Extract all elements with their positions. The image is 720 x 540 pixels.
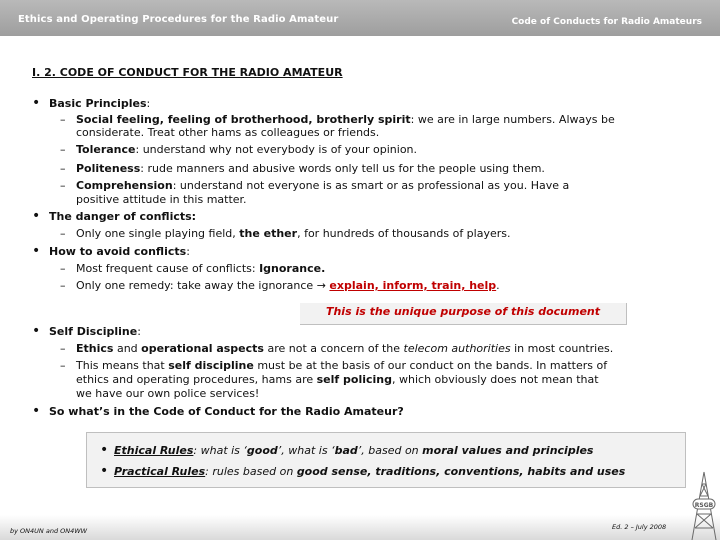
- social-feeling-line-2: considerate. Treat other hams as colleagues or friends.: [76, 126, 380, 139]
- comprehension-line: Comprehension: understand not everyone is as smart or as professional as you. Have a: [76, 179, 570, 192]
- ethical-rules-line: Ethical Rules: what is ‘good’, what is ‘bad’, based on moral values and principles: [114, 444, 594, 457]
- practical-rules-line: Practical Rules: rules based on good sense, traditions, conventions, habits and uses: [114, 465, 626, 478]
- self-line-1: Ethics and operational aspects are not a concern of the telecom authorities in most countries.: [76, 342, 614, 355]
- rsgb-logo-text: RSGB: [694, 502, 714, 509]
- basic-principles-heading: Basic Principles:: [49, 97, 151, 110]
- social-feeling-line: Social feeling, feeling of brotherhood, brotherly spirit: we are in large numbers. Always be: [76, 113, 615, 126]
- footer-edition: Ed. 2 – July 2008: [612, 523, 667, 531]
- dash-icon: –: [60, 342, 66, 355]
- self-line-2: This means that self discipline must be at the basis of our conduct on the bands. In matters of: [76, 359, 608, 372]
- avoid-heading: How to avoid conflicts:: [49, 245, 190, 258]
- bullet-icon: •: [32, 208, 41, 224]
- footer-authors: by ON4UN and ON4WW: [10, 527, 88, 535]
- politeness-line: Politeness: rude manners and abusive words only tell us for the people using them.: [76, 162, 545, 175]
- section-title: I. 2. CODE OF CONDUCT FOR THE RADIO AMATEUR: [32, 66, 343, 79]
- dash-icon: –: [60, 113, 66, 126]
- self-discipline-heading: Self Discipline:: [49, 325, 141, 338]
- bullet-icon: •: [100, 442, 109, 458]
- remedy-line: Only one remedy: take away the ignorance → explain, inform, train, help.: [76, 279, 500, 292]
- self-line-4: we have our own police services!: [76, 387, 260, 400]
- dash-icon: –: [60, 262, 66, 275]
- header-right-title: Code of Conducts for Radio Amateurs: [511, 17, 702, 27]
- dash-icon: –: [60, 179, 66, 192]
- dash-icon: –: [60, 227, 66, 240]
- cause-line: Most frequent cause of conflicts: Ignorance.: [76, 262, 326, 275]
- comprehension-line-2: positive attitude in this matter.: [76, 193, 247, 206]
- bullet-icon: •: [100, 463, 109, 479]
- rules-box: [86, 432, 686, 488]
- header-left-title: Ethics and Operating Procedures for the Radio Amateur: [18, 14, 339, 25]
- self-line-3: ethics and operating procedures, hams are self policing, which obviously does not mean that: [76, 373, 599, 386]
- dash-icon: –: [60, 279, 66, 292]
- bullet-icon: •: [32, 95, 41, 111]
- dash-icon: –: [60, 143, 66, 156]
- dash-icon: –: [60, 359, 66, 372]
- bullet-icon: •: [32, 243, 41, 259]
- whats-in-heading: So what’s in the Code of Conduct for the Radio Amateur?: [49, 405, 404, 418]
- rsgb-tower-logo-icon: [688, 470, 720, 540]
- bullet-icon: •: [32, 323, 41, 339]
- bullet-icon: •: [32, 403, 41, 419]
- danger-line: Only one single playing field, the ether, for hundreds of thousands of players.: [76, 227, 511, 240]
- tolerance-line: Tolerance: understand why not everybody is of your opinion.: [76, 143, 418, 156]
- dash-icon: –: [60, 162, 66, 175]
- danger-heading: The danger of conflicts:: [49, 210, 197, 223]
- purpose-note: This is the unique purpose of this document: [300, 303, 627, 325]
